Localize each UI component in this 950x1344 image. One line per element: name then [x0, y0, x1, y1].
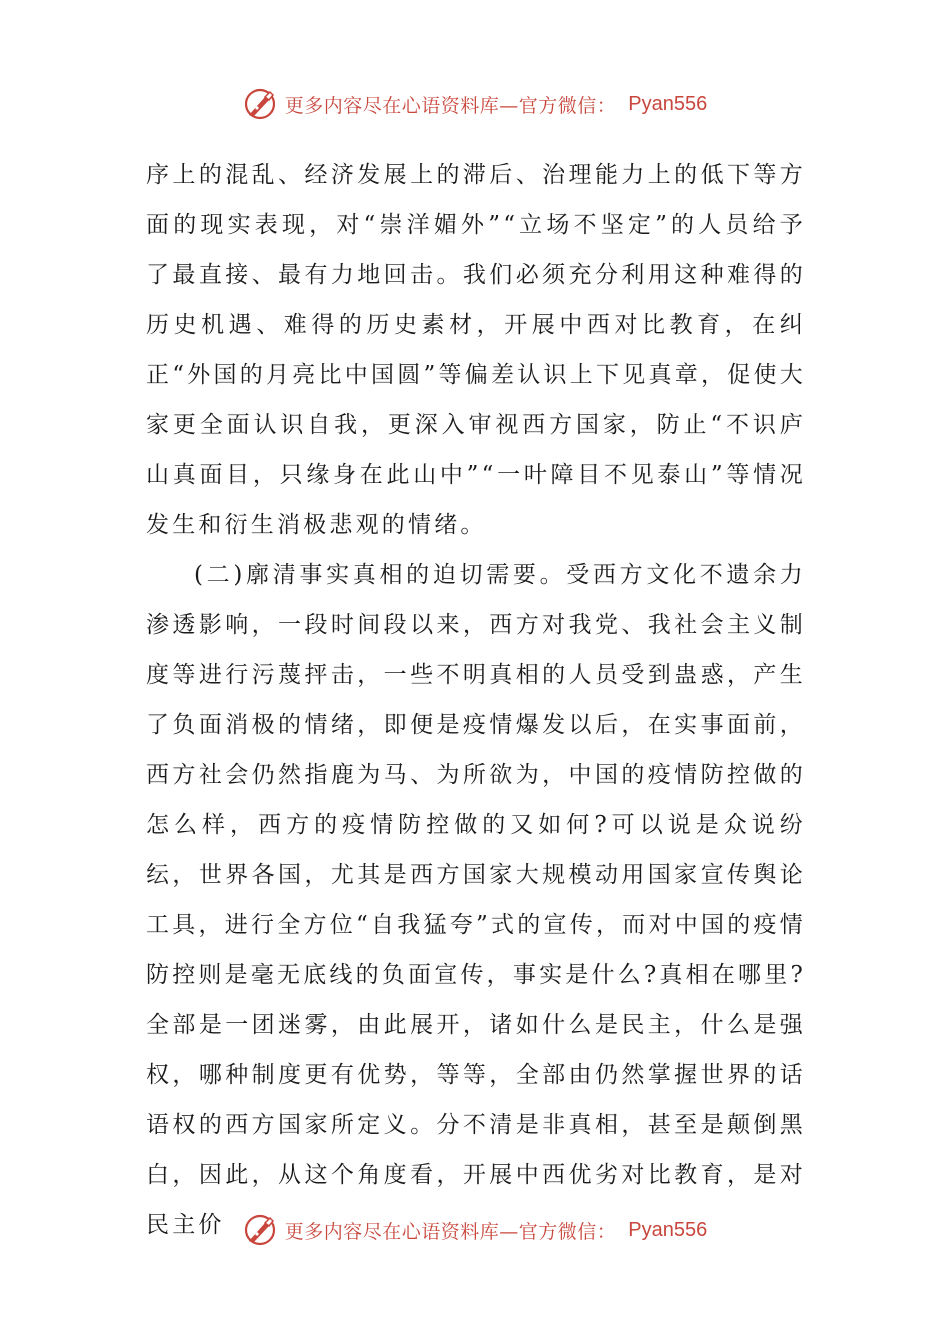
pen-nib-logo-icon [243, 87, 277, 121]
watermark-text: 更多内容尽在心语资料库—官方微信： [284, 1220, 617, 1243]
watermark-header [0, 84, 950, 124]
paragraph-section-two: (二)廓清事实真相的迫切需要。受西方文化不遗余力渗透影响，一段时间段以来，西方对我党、我社会主义制度等进行污蔑抨击，一些不明真相的人员受到蛊惑，产生了负面消极的情绪，即便是疫情爆发以后，在实事面前，西方社会仍然指鹿为马、为所欲为，中国的疫情防控做的怎么样，西方的疫情防控做的又如何?可以说是众说纷纭，世界各国，尤其是西方国家大规模动用国家宣传舆论工具，进行全方位“自我猛夸”式的宣传，而对中国的疫情防控则是毫无底线的负面宣传，事实是什么?真相在哪里?全部是一团迷雾，由此展开，诸如什么是民主，什么是强权，哪种制度更有优势，等等，全部由仍然掌握世界的话语权的西方国家所定义。分不清是非真相，甚至是颠倒黑白，因此，从这个角度看，开展中西优劣对比教育，是对民主价 [146, 562, 806, 1238]
pen-nib-logo-icon [243, 1213, 277, 1247]
watermark-wechat-id: Pyan556 [628, 1218, 708, 1241]
watermark-wechat-id: Pyan556 [628, 92, 708, 115]
paragraph-continued: 序上的混乱、经济发展上的滞后、治理能力上的低下等方面的现实表现，对“崇洋媚外”“立场不坚定”的人员给予了最直接、最有力地回击。我们必须充分利用这种难得的历史机遇、难得的历史素材，开展中西对比教育，在纠正“外国的月亮比中国圆”等偏差认识上下见真章，促使大家更全面认识自我，更深入审视西方国家，防止“不识庐山真面目，只缘身在此山中”“一叶障目不见泰山”等情况发生和衍生消极悲观的情绪。 [146, 162, 806, 538]
document-body [146, 150, 806, 1250]
watermark-footer [0, 1210, 950, 1250]
watermark-text: 更多内容尽在心语资料库—官方微信： [284, 94, 617, 117]
